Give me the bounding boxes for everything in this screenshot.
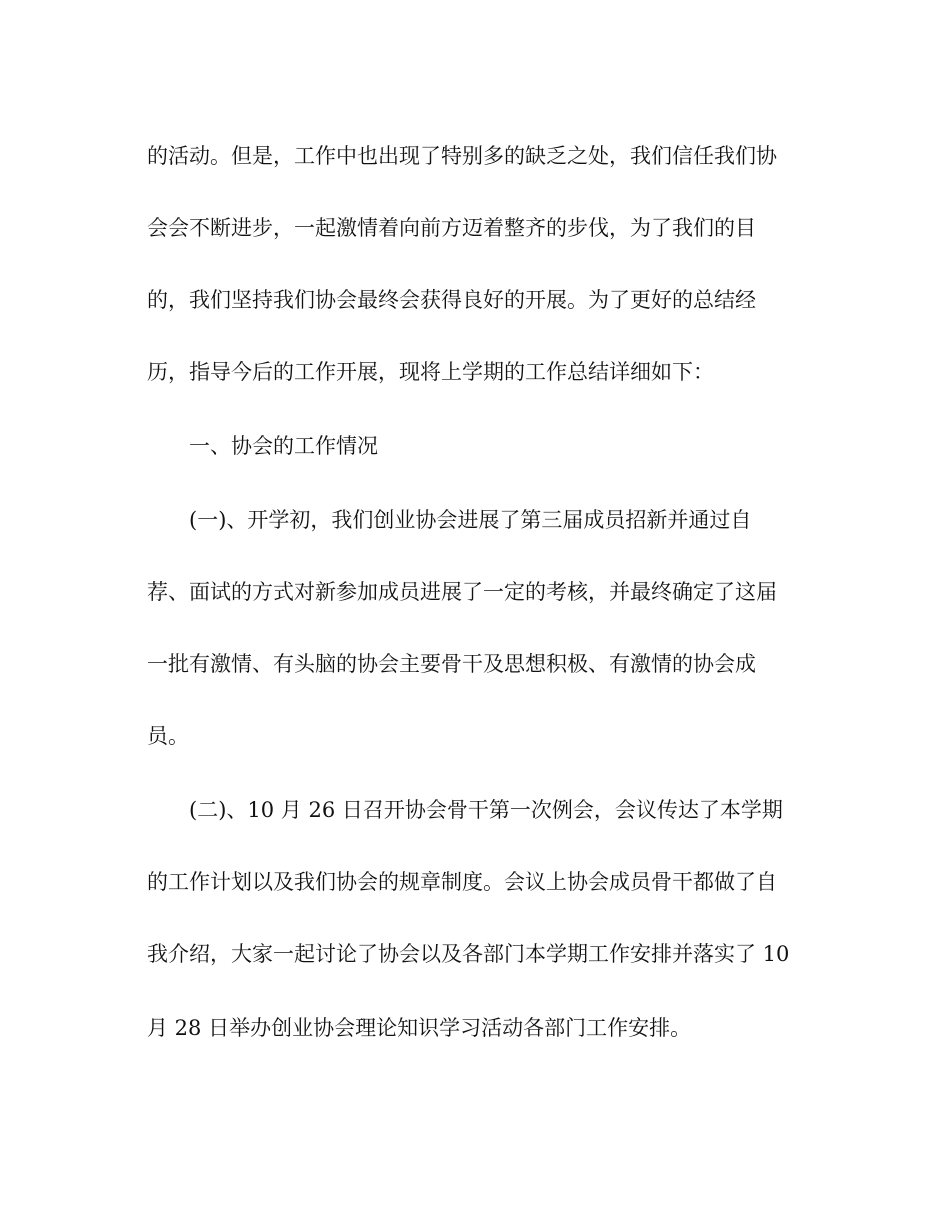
text-line-8: 一批有激情、有头脑的协会主要骨干及思想积极、有激情的协会成 xyxy=(147,652,756,676)
text-line-1: 的活动。但是，工作中也出现了特别多的缺乏之处，我们信任我们协 xyxy=(147,144,777,168)
text-line-13: 月 28 日举办创业协会理论知识学习活动各部门工作安排。 xyxy=(147,1016,692,1040)
text-line-2: 会会不断进步，一起激情着向前方迈着整齐的步伐，为了我们的目 xyxy=(147,216,756,240)
text-line-4: 历，指导今后的工作开展，现将上学期的工作总结详细如下： xyxy=(147,360,714,384)
text-line-9: 员。 xyxy=(147,724,189,748)
text-line-3: 的，我们坚持我们协会最终会获得良好的开展。为了更好的总结经 xyxy=(147,288,756,312)
text-line-12: 我介绍，大家一起讨论了协会以及各部门本学期工作安排并落实了 10 xyxy=(147,942,790,966)
section-heading: 一、协会的工作情况 xyxy=(189,434,378,458)
text-line-11: 的工作计划以及我们协会的规章制度。会议上协会成员骨干都做了自 xyxy=(147,870,777,894)
text-line-7: 荐、面试的方式对新参加成员进展了一定的考核，并最终确定了这届 xyxy=(147,580,777,604)
text-line-10: (二)、10 月 26 日召开协会骨干第一次例会，会议传达了本学期 xyxy=(189,798,783,822)
text-line-6: (一)、开学初，我们创业协会进展了第三届成员招新并通过自 xyxy=(189,508,752,532)
